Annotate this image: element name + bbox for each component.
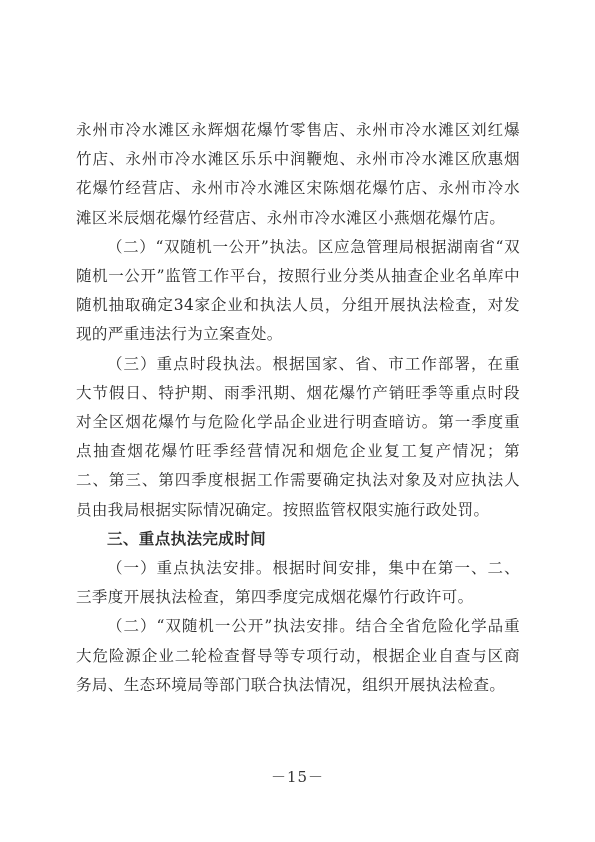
paragraph-key-enforcement-schedule: （一）重点执法安排。根据时间安排，集中在第一、二、三季度开展执法检查，第四季度完成烟花爆竹行政许可。 [76,559,520,607]
section-heading-completion-time: 三、重点执法完成时间 [107,529,267,548]
paragraph-store-list: 永州市冷水滩区永辉烟花爆竹零售店、永州市冷水滩区刘红爆竹店、永州市冷水滩区乐乐中润鞭炮、永州市冷水滩区欣惠烟花爆竹经营店、永州市冷水滩区宋陈烟花爆竹店、永州市冷水滩区米辰烟花爆竹经营店、永州市冷水滩区小燕烟花爆竹店。 [76,121,520,227]
paragraph-random-inspection-schedule: （二）“双随机一公开”执法安排。结合全省危险化学品重大危险源企业二轮检查督导等专项行动，根据企业自查与区商务局、生态环境局等部门联合执法情况，组织开展执法检查。 [76,617,520,694]
paragraph-key-period-enforcement: （三）重点时段执法。根据国家、省、市工作部署，在重大节假日、特护期、雨季汛期、烟花爆竹产销旺季等重点时段对全区烟花爆竹与危险化学品企业进行明查暗访。第一季度重点抽查烟花爆竹旺季经营情况和烟危企业复工复产情况；第二、第三、第四季度根据工作需要确定执法对象及对应执法人员由我局根据实际情况确定。按照监管权限实施行政处罚。 [76,354,520,519]
page-number: －15－ [270,768,325,786]
paragraph-random-inspection: （二）“双随机一公开”执法。区应急管理局根据湖南省“双随机一公开”监管工作平台，按照行业分类从抽查企业名单库中随机抽取确定34家企业和执法人员，分组开展执法检查，对发现的严重违法行为立案查处。 [76,237,520,344]
document-body [76,116,520,700]
